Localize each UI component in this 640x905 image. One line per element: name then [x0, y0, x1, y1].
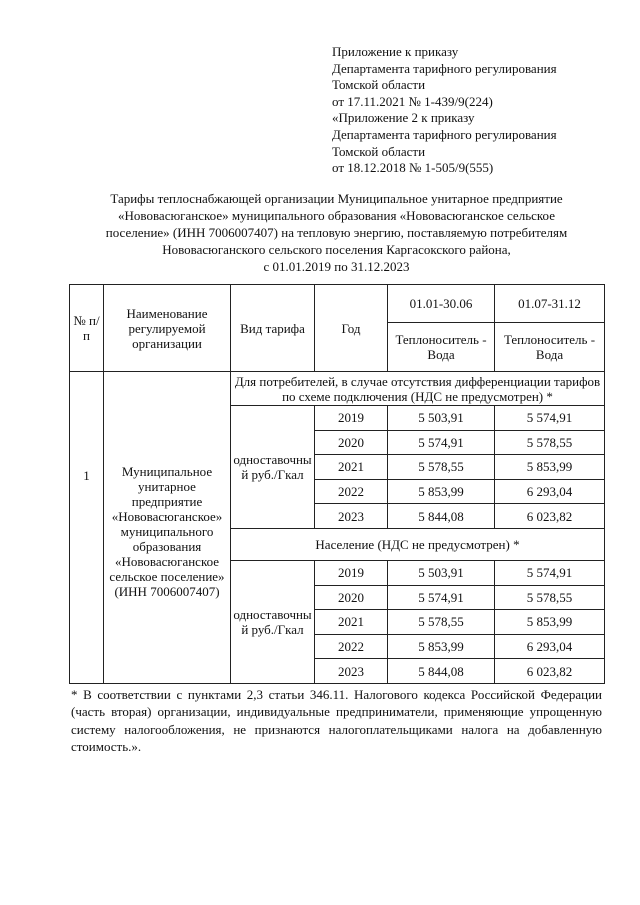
group-label: Население (НДС не предусмотрен) * [231, 528, 605, 560]
value-period-2: 6 023,82 [495, 504, 605, 529]
title-line: с 01.01.2019 по 31.12.2023 [263, 259, 410, 274]
value-period-1: 5 503,91 [388, 560, 495, 585]
value-period-2: 6 293,04 [495, 634, 605, 659]
appendix-header [332, 44, 557, 177]
title-line: Тарифы теплоснабжающей организации Муниципальное унитарное предприятие [110, 191, 563, 206]
document-body [69, 190, 604, 755]
year-cell: 2019 [315, 406, 388, 431]
value-period-2: 6 023,82 [495, 659, 605, 684]
header-org: Наименование регулируемой организации [104, 285, 231, 372]
value-period-1: 5 574,91 [388, 430, 495, 455]
year-cell: 2020 [315, 430, 388, 455]
value-period-1: 5 853,99 [388, 479, 495, 504]
value-period-2: 5 578,55 [495, 585, 605, 610]
year-cell: 2021 [315, 455, 388, 480]
appendix-line: Департамента тарифного регулирования [332, 126, 557, 142]
value-period-2: 5 578,55 [495, 430, 605, 455]
value-period-1: 5 574,91 [388, 585, 495, 610]
value-period-1: 5 503,91 [388, 406, 495, 431]
value-period-2: 5 574,91 [495, 406, 605, 431]
year-cell: 2019 [315, 560, 388, 585]
value-period-1: 5 844,08 [388, 504, 495, 529]
year-cell: 2020 [315, 585, 388, 610]
value-period-1: 5 844,08 [388, 659, 495, 684]
appendix-line: «Приложение 2 к приказу [332, 110, 475, 126]
header-num: № п/п [70, 285, 104, 372]
tariff-type: одноставочный руб./Гкал [231, 560, 315, 683]
header-period-1: 01.01-30.06 [388, 285, 495, 323]
header-tariff-type: Вид тарифа [231, 285, 315, 372]
year-cell: 2021 [315, 610, 388, 635]
appendix-line: Томской области [332, 143, 426, 159]
appendix-line: от 17.11.2021 № 1-439/9(224) [332, 93, 493, 109]
value-period-1: 5 578,55 [388, 455, 495, 480]
year-cell: 2023 [315, 659, 388, 684]
title-line: Нововасюганского сельского поселения Каргасокского района, [162, 242, 511, 257]
appendix-line: Департамента тарифного регулирования [332, 60, 557, 76]
header-carrier-2: Теплоноситель - Вода [495, 323, 605, 372]
header-year: Год [315, 285, 388, 372]
value-period-1: 5 853,99 [388, 634, 495, 659]
group-label: Для потребителей, в случае отсутствия дифференциации тарифов по схеме подключения (НДС не предусмотрен) * [231, 372, 605, 406]
title-line: поселение» (ИНН 7006007407) на тепловую энергию, поставляемую потребителям [105, 225, 568, 240]
title-line: «Нововасюганское» муниципального образования «Нововасюганское сельское [118, 208, 555, 223]
value-period-2: 6 293,04 [495, 479, 605, 504]
document-title [69, 190, 604, 275]
appendix-line: от 18.12.2018 № 1-505/9(555) [332, 160, 494, 176]
footnote: * В соответствии с пунктами 2,3 статьи 346.11. Налогового кодекса Российской Федерации (часть вторая) организации, индивидуальные предприниматели, применяющие упрощенную систему налогообложения, не признаются налогоплательщиками налога на добавленную стоимость.». [71, 686, 602, 754]
tariff-type: одноставочный руб./Гкал [231, 406, 315, 529]
year-cell: 2023 [315, 504, 388, 529]
year-cell: 2022 [315, 634, 388, 659]
value-period-2: 5 574,91 [495, 560, 605, 585]
header-period-2: 01.07-31.12 [495, 285, 605, 323]
row-number: 1 [70, 372, 104, 684]
appendix-line: Приложение к приказу [332, 44, 459, 59]
value-period-2: 5 853,99 [495, 455, 605, 480]
value-period-2: 5 853,99 [495, 610, 605, 635]
tariff-table [69, 284, 605, 684]
year-cell: 2022 [315, 479, 388, 504]
appendix-line: Томской области [332, 77, 426, 93]
header-carrier-1: Теплоноситель - Вода [388, 323, 495, 372]
value-period-1: 5 578,55 [388, 610, 495, 635]
org-name: Муниципальное унитарное предприятие «Нововасюганское» муниципального образования «Нововасюганское сельское поселение» (ИНН 7006007407) [104, 372, 231, 684]
